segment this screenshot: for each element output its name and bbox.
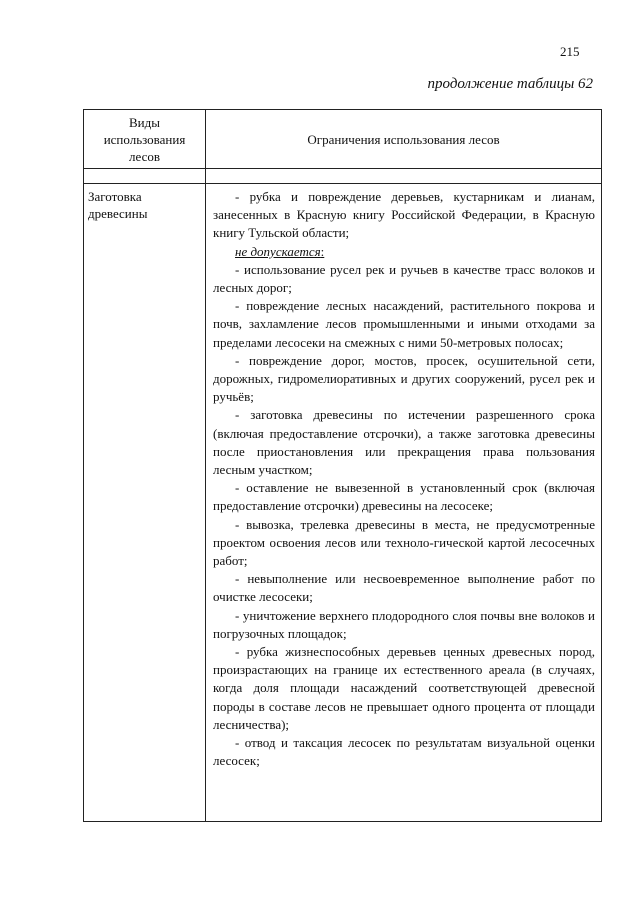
header-usage-types-line: использования <box>103 131 186 147</box>
restriction-item: - повреждение дорог, мостов, просек, осушительной сети, дорожных, гидромелиоративных и других сооружений, русел рек и ручьёв; <box>213 352 595 405</box>
not-allowed-label: не допускается <box>235 243 321 259</box>
header-usage-types-line: Виды <box>129 114 160 130</box>
restriction-item: - рубка и повреждение деревьев, кустарникам и лианам, занесенных в Красную книгу Российской Федерации, в Красную книгу Тульской области; <box>213 189 595 241</box>
restrictions-cell <box>206 184 602 822</box>
restriction-item: - заготовка древесины по истечении разрешенного срока (включая предоставление отсрочки), а также заготовка древесины после приостановления или прекращения права пользования лесным участком; <box>213 407 595 478</box>
spacer-cell <box>206 169 602 184</box>
table-continuation-caption: продолжение таблицы 62 <box>427 76 593 92</box>
restriction-item: - уничтожение верхнего плодородного слоя почвы вне волоков и погрузочных площадок; <box>213 607 595 641</box>
spacer-cell <box>84 169 206 184</box>
restriction-item: - невыполнение или несвоевременное выполнение работ по очистке лесосеки; <box>213 571 595 605</box>
restriction-item: - использование русел рек и ручьев в качестве трасс волоков и лесных дорог; <box>213 261 595 296</box>
restriction-item: - рубка жизнеспособных деревьев ценных древесных пород, произрастающих на границе их естественного ареала (в случаях, когда доля площади насаждений соответствующей древесной породы в составе лесов не превышает одного процента от площади лесничества); <box>213 644 595 732</box>
usage-type-line: Заготовка <box>88 189 142 204</box>
header-usage-types <box>84 110 206 169</box>
table-row <box>84 184 602 822</box>
header-restrictions: Ограничения использования лесов <box>206 110 602 169</box>
restrictions-table <box>83 109 602 822</box>
restriction-item: - повреждение лесных насаждений, растительного покрова и почв, захламление лесов промышленными и иными отходами за пределами лесосеки на смежных с ними 50-метровых полосах; <box>213 298 595 350</box>
usage-type-line: древесины <box>88 206 148 221</box>
header-usage-types-line: лесов <box>129 148 160 164</box>
restriction-item: - вывозка, трелевка древесины в места, не предусмотренные проектом освоения лесов или техноло-гической картой лесосечных работ; <box>213 516 595 569</box>
usage-type-cell <box>84 184 206 822</box>
page-number: 215 <box>560 44 580 59</box>
not-allowed-heading: не допускается: <box>235 243 325 259</box>
table-spacer-row <box>84 169 602 184</box>
table-header-row <box>84 110 602 169</box>
restriction-item: - отвод и таксация лесосек по результатам визуальной оценки лесосек; <box>213 735 595 769</box>
restriction-item: - оставление не вывезенной в установленный срок (включая предоставление отсрочки) древесины на лесосеке; <box>213 480 595 514</box>
